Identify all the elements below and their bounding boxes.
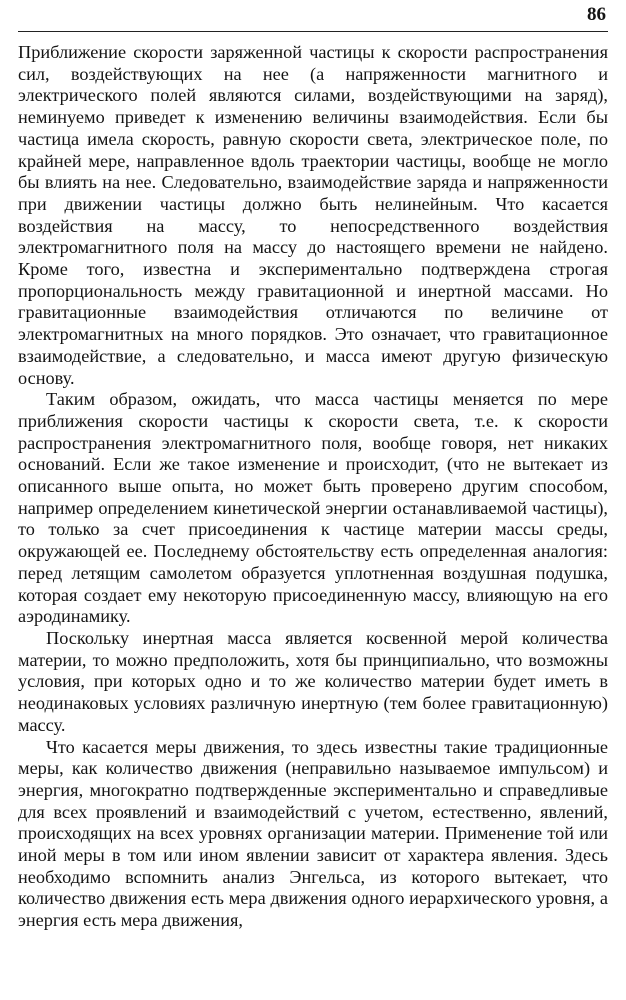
page-header bbox=[18, 0, 608, 32]
paragraph-4: Что касается меры движения, то здесь известны такие традиционные меры, как количество движения (неправильно называемое импульсом) и энергия, многократно подтвержденные экспериментально и справедливые для всех проявлений и взаимодействий с учетом, естественно, явлений, происходящих на всех уровнях организации материи. Применение той или иной меры в том или ином явлении зависит от характера явления. Здесь необходимо вспомнить анализ Энгельса, из которого вытекает, что количество движения есть мера движения одного иерархического уровня, а энергия есть мера движения, bbox=[18, 736, 608, 931]
paragraph-1: Приближение скорости заряженной частицы к скорости распространения сил, воздействующих на нее (а напряженности магнитного и электрического полей являются силами, воздействующими на заряд), неминуемо приведет к изменению величины взаимодействия. Если бы частица имела скорость, равную скорости света, электрическое поле, по крайней мере, направленное вдоль траектории частицы, вообще не могло бы влиять на нее. Следовательно, взаимодействие заряда и напряженности при движении частицы должно быть нелинейным. Что касается воздействия на массу, то непосредственного воздействия электромагнитного поля на массу до настоящего времени не найдено. Кроме того, известна и экспериментально подтверждена строгая пропорциональность между гравитационной и инертной массами. Но гравитационные взаимодействия отличаются по величине от электромагнитных на много порядков. Это означает, что гравитационное взаимодействие, а следовательно, и масса имеют другую физическую основу. bbox=[18, 42, 608, 388]
body-text bbox=[18, 42, 608, 932]
page-number: 86 bbox=[587, 4, 606, 25]
paragraph-2: Таким образом, ожидать, что масса частицы меняется по мере приближения скорости частицы к скорости света, т.е. к скорости распространения электромагнитного поля, вообще говоря, нет никаких оснований. Если же такое изменение и происходит, (что не вытекает из описанного выше опыта, но может быть проверено другим способом, например определением кинетической энергии останавливаемой частицы), то только за счет присоединения к частице материи массы среды, окружающей ее. Последнему обстоятельству есть определенная аналогия: перед летящим самолетом образуется уплотненная воздушная подушка, которая создает ему некоторую присоединенную массу, влияющую на его аэродинамику. bbox=[18, 389, 608, 627]
document-page bbox=[18, 0, 608, 1000]
paragraph-3: Поскольку инертная масса является косвенной мерой количества материи, то можно предположить, хотя бы принципиально, что возможны условия, при которых одно и то же количество материи будет иметь в неодинаковых условиях различную инертную (тем более гравитационную) массу. bbox=[18, 627, 608, 735]
